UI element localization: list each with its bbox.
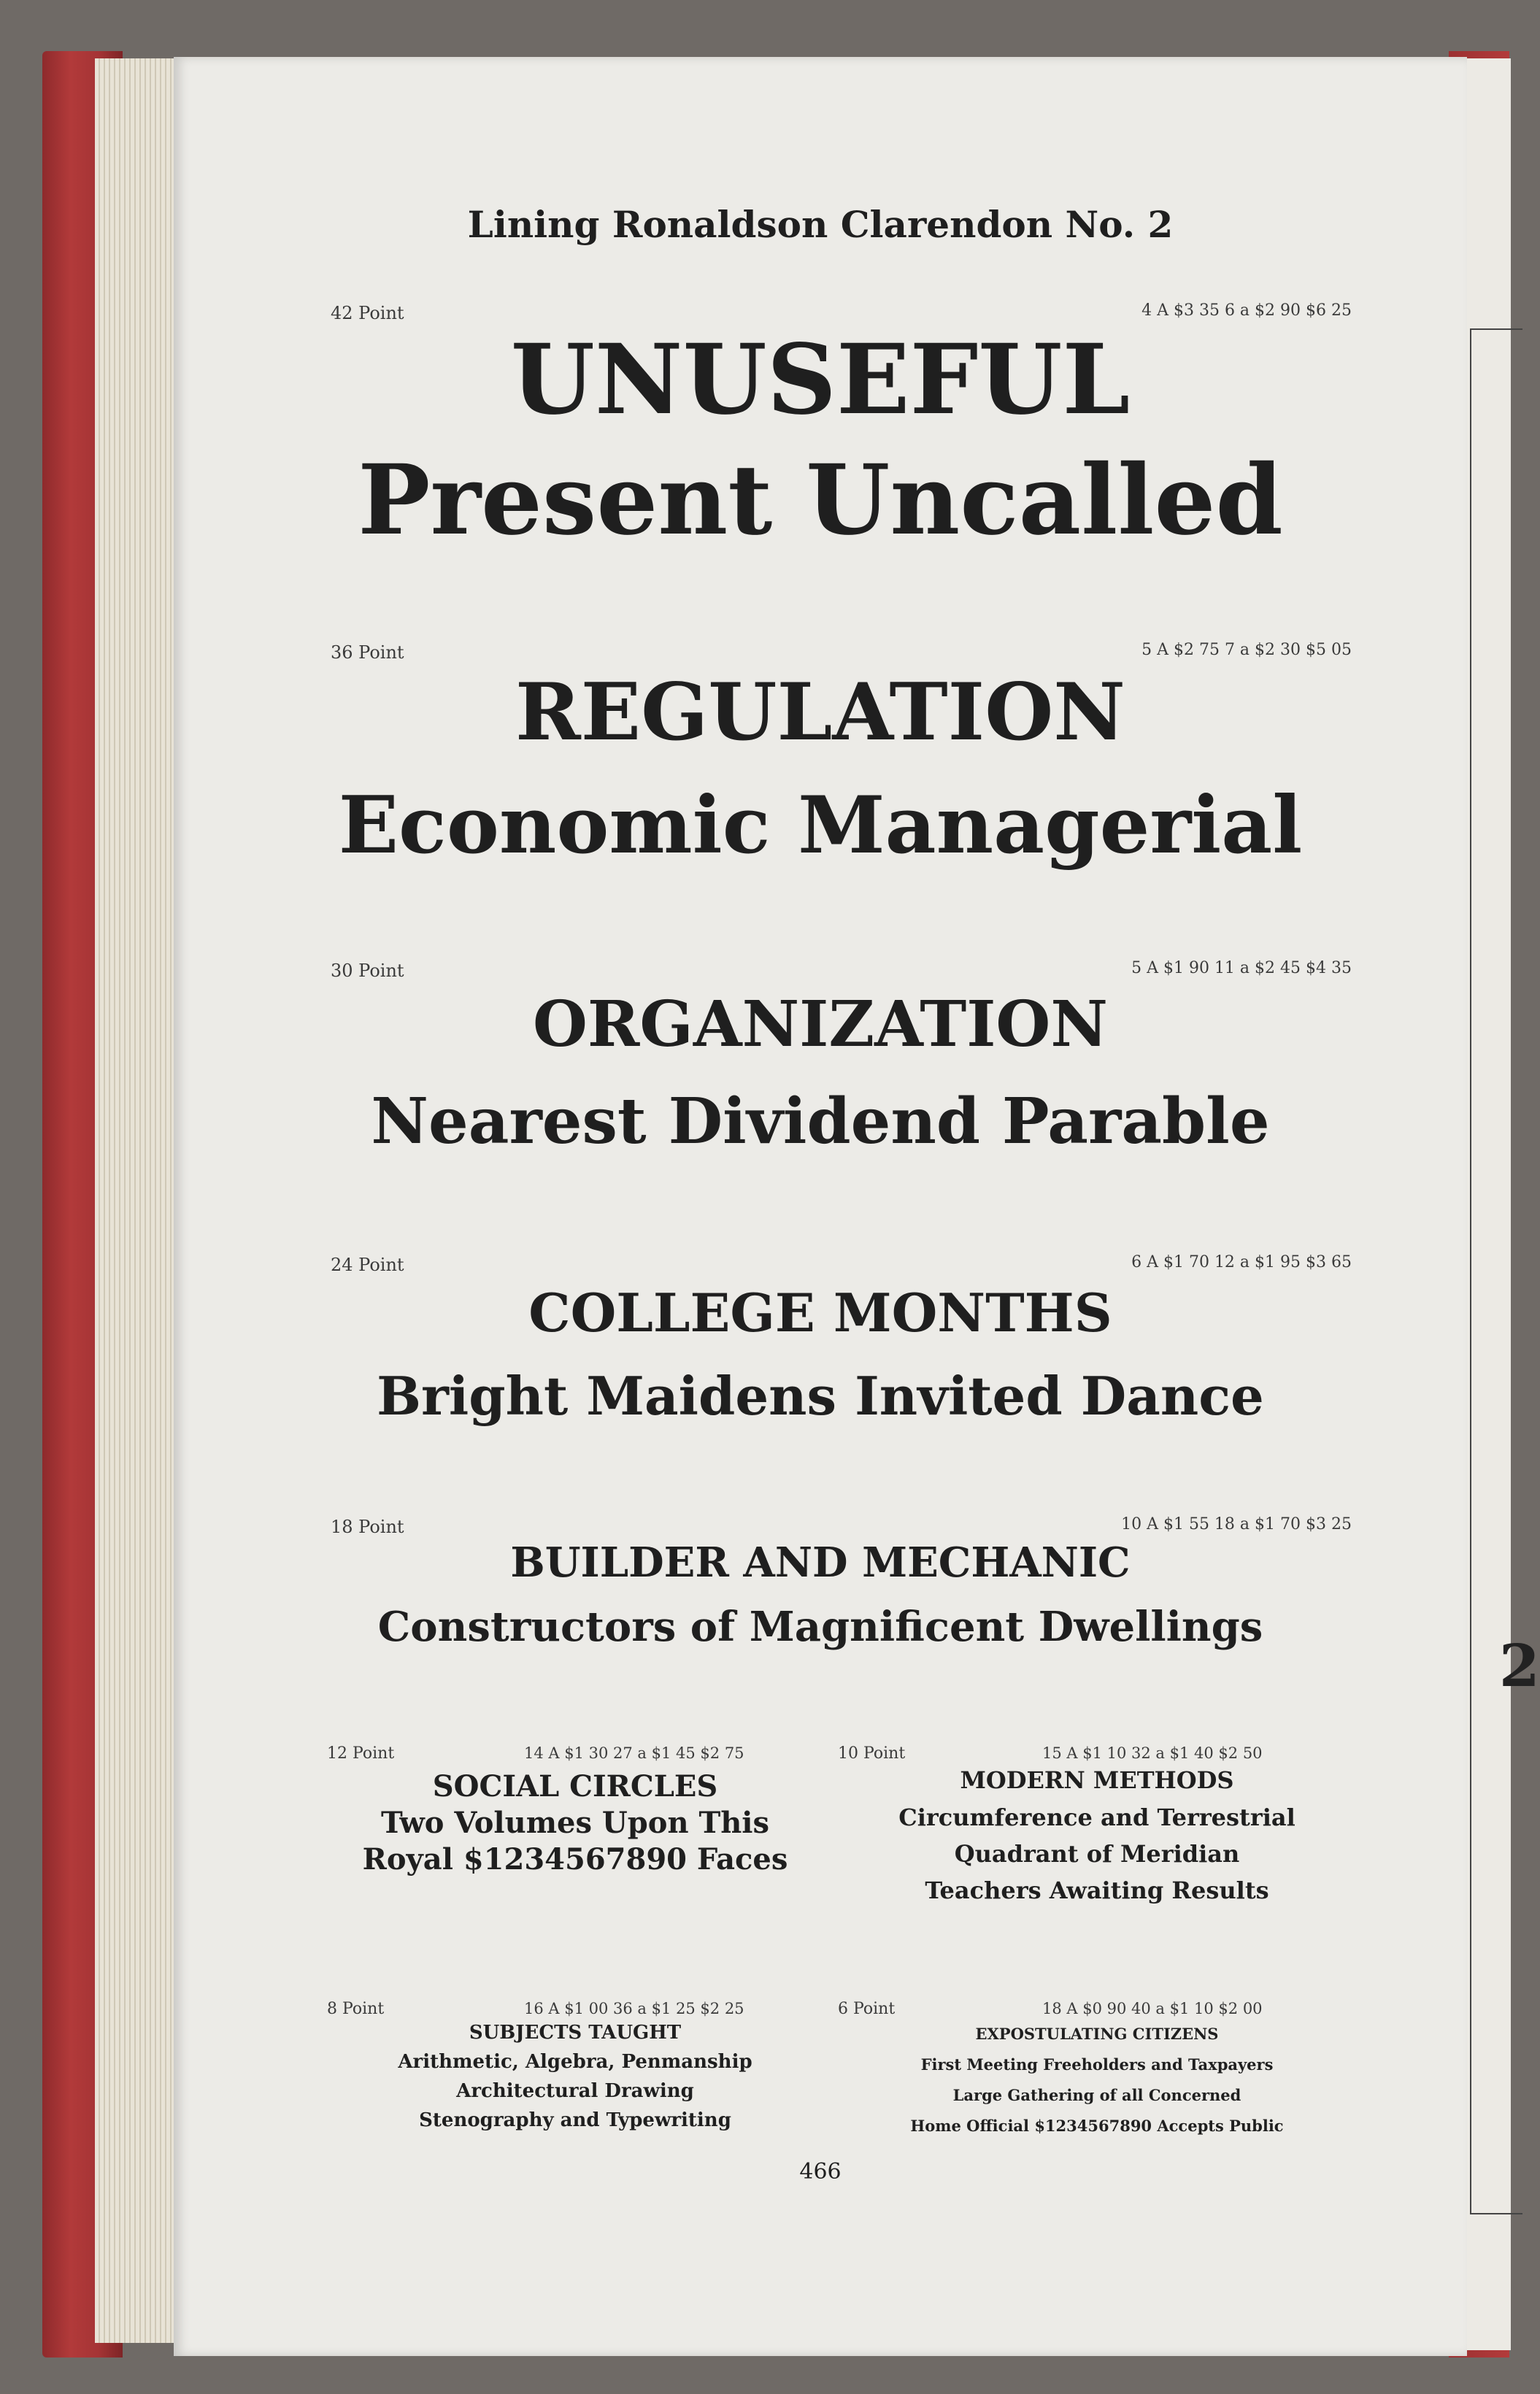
page-edges — [95, 58, 182, 2343]
size-label: 24 Point — [331, 1255, 404, 1275]
price-line: 6 A $1 70 12 a $1 95 $3 65 — [1131, 1253, 1352, 1271]
specimen-page — [174, 57, 1467, 2356]
price-line: 16 A $1 00 36 a $1 25 $2 25 — [524, 2000, 744, 2017]
specimen-line: Large Gathering of all Concerned — [952, 2086, 1241, 2104]
specimen-line: Quadrant of Meridian — [954, 1840, 1240, 1868]
size-label: 10 Point — [838, 1744, 906, 1763]
specimen-line: Arithmetic, Algebra, Penmanship — [398, 2051, 752, 2073]
specimen-lower: Constructors of Magnificent Dwellings — [377, 1603, 1263, 1651]
adjacent-page — [1460, 58, 1540, 2350]
size-label: 18 Point — [331, 1517, 404, 1537]
specimen-line: Home Official $1234567890 Accepts Public — [910, 2117, 1284, 2135]
price-line: 5 A $1 90 11 a $2 45 $4 35 — [1131, 959, 1352, 977]
specimen-caps: SOCIAL CIRCLES — [432, 1769, 718, 1804]
specimen-caps: REGULATION — [515, 666, 1125, 758]
size-label: 12 Point — [327, 1744, 395, 1763]
specimen-line: Circumference and Terrestrial — [898, 1804, 1295, 1831]
size-label: 30 Point — [331, 961, 404, 981]
price-line: 14 A $1 30 27 a $1 45 $2 75 — [524, 1744, 744, 1762]
adjacent-page-glyph: 2 — [1499, 1631, 1540, 1700]
specimen-lower: Nearest Dividend Parable — [371, 1085, 1270, 1158]
price-line: 18 A $0 90 40 a $1 10 $2 00 — [1042, 2000, 1263, 2017]
size-label: 36 Point — [331, 642, 404, 663]
specimen-line: First Meeting Freeholders and Taxpayers — [920, 2055, 1274, 2074]
adjacent-page-frame — [1470, 328, 1522, 2214]
size-label: 6 Point — [838, 2000, 896, 2018]
specimen-lower: Bright Maidens Invited Dance — [377, 1365, 1264, 1427]
specimen-caps: COLLEGE MONTHS — [528, 1282, 1112, 1344]
price-line: 5 A $2 75 7 a $2 30 $5 05 — [1141, 641, 1352, 659]
size-label: 42 Point — [331, 303, 404, 323]
specimen-line: Stenography and Typewriting — [419, 2109, 731, 2131]
specimen-line: Architectural Drawing — [456, 2080, 694, 2102]
specimen-caps: SUBJECTS TAUGHT — [469, 2022, 682, 2044]
specimen-caps: BUILDER AND MECHANIC — [510, 1539, 1131, 1587]
specimen-lower: Economic Managerial — [338, 780, 1303, 871]
price-line: 10 A $1 55 18 a $1 70 $3 25 — [1121, 1515, 1352, 1533]
specimen-lower: Present Uncalled — [358, 444, 1283, 557]
specimen-line: Teachers Awaiting Results — [925, 1877, 1269, 1904]
size-label: 8 Point — [327, 2000, 385, 2018]
specimen-caps: UNUSEFUL — [510, 323, 1131, 436]
page-number: 466 — [799, 2159, 842, 2185]
price-line: 4 A $3 35 6 a $2 90 $6 25 — [1141, 301, 1352, 320]
specimen-caps: ORGANIZATION — [533, 988, 1108, 1061]
specimen-caps: MODERN METHODS — [960, 1766, 1234, 1794]
specimen-line: Two Volumes Upon This — [380, 1806, 770, 1840]
page-title: Lining Ronaldson Clarendon No. 2 — [467, 203, 1174, 246]
specimen-caps: EXPOSTULATING CITIZENS — [975, 2025, 1219, 2043]
price-line: 15 A $1 10 32 a $1 40 $2 50 — [1042, 1744, 1263, 1762]
specimen-line: Royal $1234567890 Faces — [362, 1842, 788, 1877]
